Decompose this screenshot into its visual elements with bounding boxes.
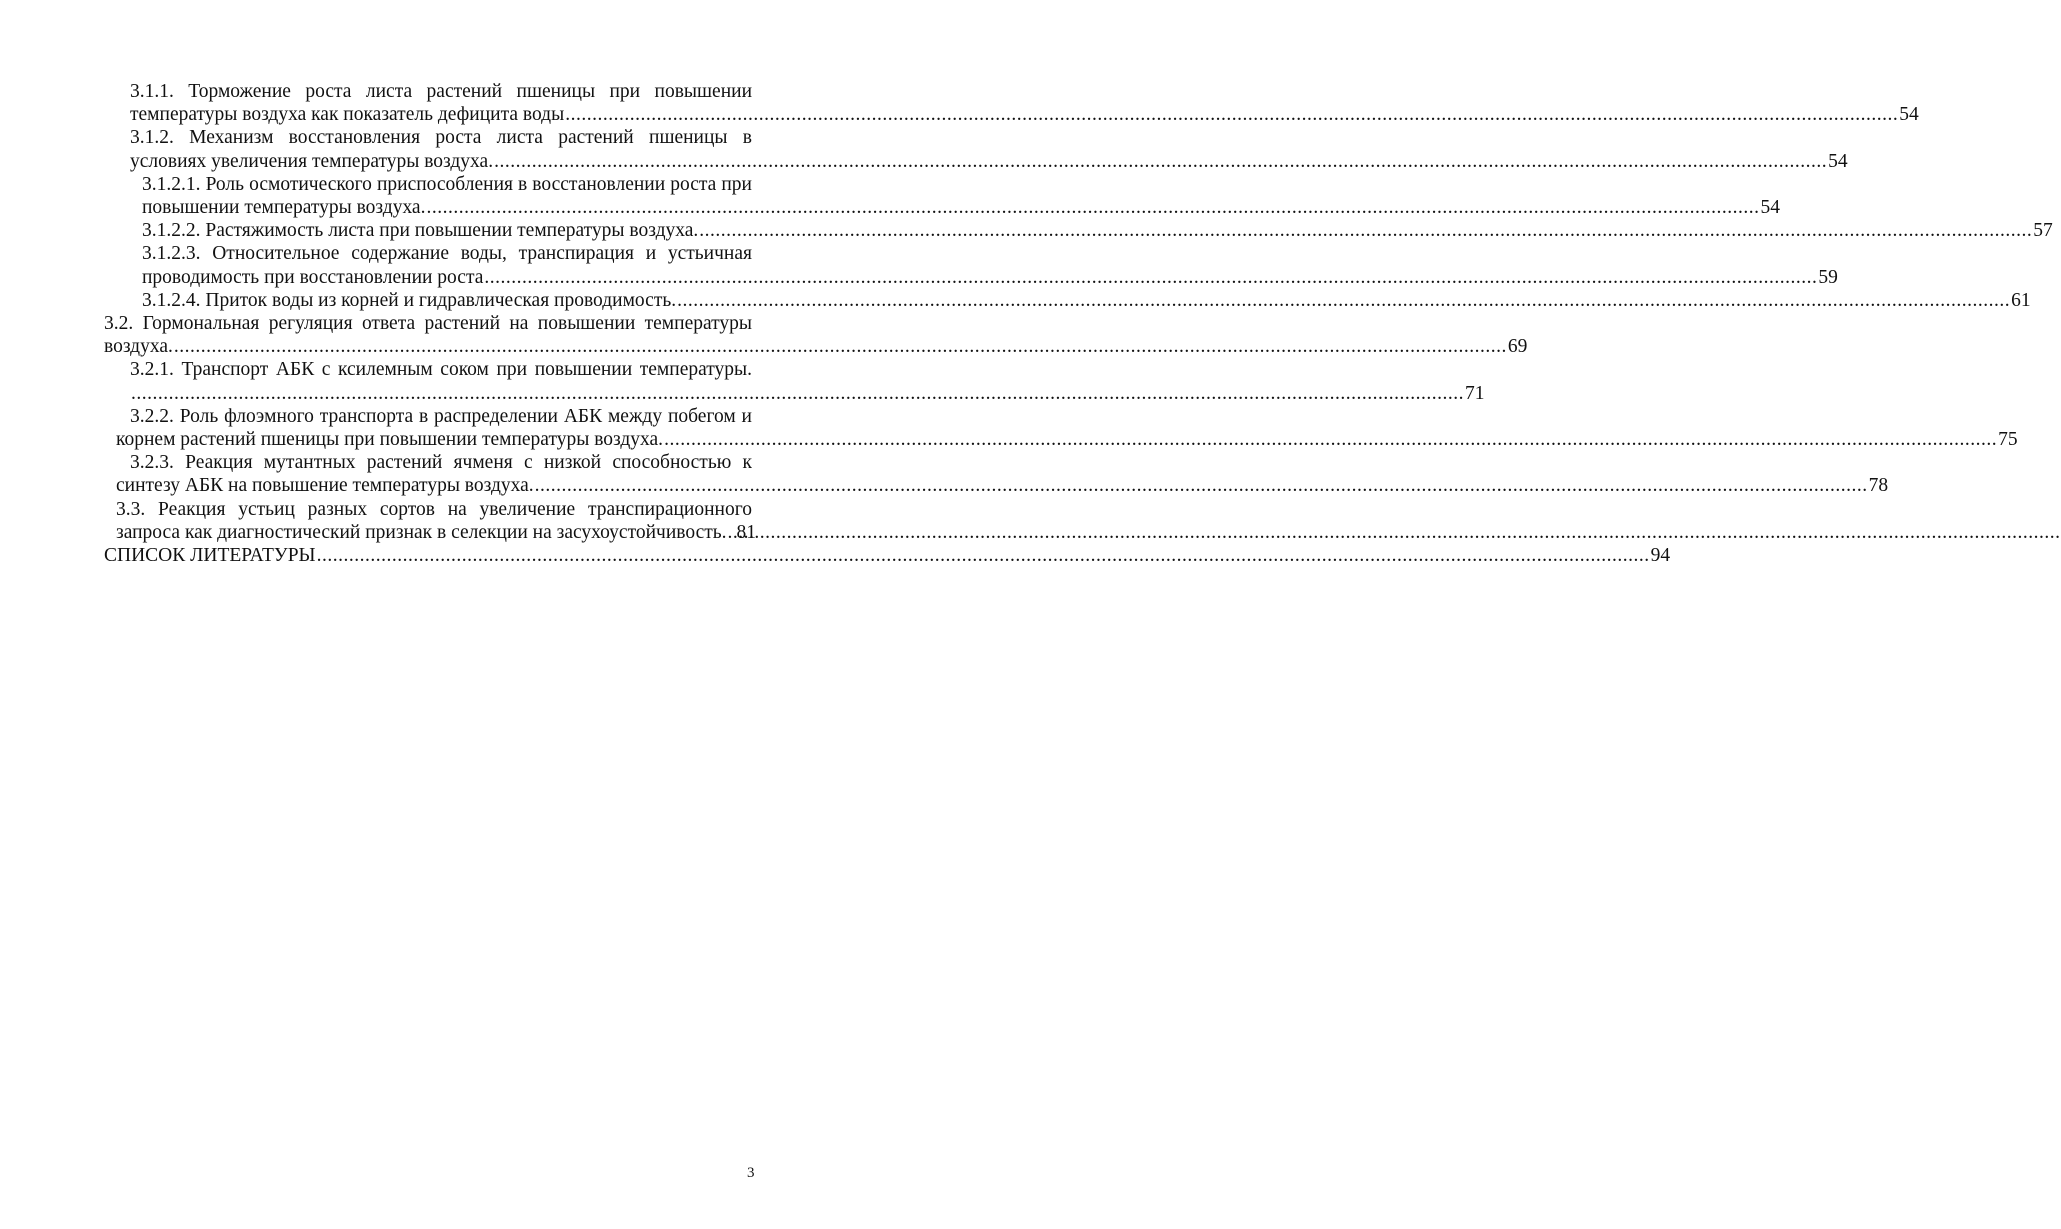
toc-entry-text: повышении температуры воздуха. — [142, 197, 426, 219]
toc-entry-3-1-2-1[interactable] — [104, 173, 1780, 219]
dot-leader — [174, 335, 1507, 358]
dot-leader — [317, 544, 1650, 567]
toc-page-number: 71 — [1465, 382, 1485, 404]
table-of-contents — [104, 80, 2053, 567]
toc-entry-3-1-1[interactable] — [104, 80, 1919, 126]
toc-page-number: 61 — [2011, 289, 2031, 311]
toc-page-number: 54 — [1760, 197, 1780, 219]
toc-entry-text: 3.1.2.1. Роль осмотического приспособления в восстановлении роста при — [142, 173, 752, 195]
toc-entry-references[interactable] — [104, 544, 1671, 567]
toc-entry-text: СПИСОК ЛИТЕРАТУРЫ — [104, 545, 316, 567]
toc-page-number: 69 — [1507, 336, 1528, 358]
toc-entry-3-2-3[interactable] — [104, 451, 1889, 497]
toc-page-number: 54 — [1828, 150, 1848, 172]
toc-entry-text: 3.1.2.2. Растяжимость листа при повышении температуры воздуха. — [142, 220, 699, 242]
dot-leader — [494, 150, 1827, 173]
toc-entry-text: 3.1.2.3. Относительное содержание воды, транспирация и устьичная — [142, 243, 752, 265]
dot-leader — [131, 382, 1464, 405]
dot-leader — [677, 289, 2010, 312]
toc-entry-text: 3.3. Реакция устьиц разных сортов на увеличение транспирационного — [116, 498, 752, 520]
toc-entry-text: запроса как диагностический признак в селекции на засухоустойчивость. — [116, 521, 727, 543]
toc-entry-3-2-2[interactable] — [104, 405, 2018, 451]
toc-page-number: 78 — [1868, 475, 1889, 497]
toc-entry-text: 3.1.1. Торможение роста листа растений пшеницы при повышении — [130, 81, 752, 102]
dot-leader — [535, 474, 1868, 497]
toc-page-number: 75 — [1998, 429, 2018, 451]
dot-leader — [565, 103, 1898, 126]
toc-page-number: 81 — [736, 521, 757, 543]
dot-leader — [426, 196, 1759, 219]
toc-entry-text: корнем растений пшеницы при повышении температуры воздуха. — [116, 429, 664, 451]
toc-page-number: 57 — [2033, 220, 2053, 242]
toc-entry-text: 3.1.2.4. Приток воды из корней и гидравлическая проводимость. — [142, 289, 677, 311]
toc-entry-3-1-2[interactable] — [104, 126, 1848, 172]
toc-entry-text: 3.2.1. Транспорт АБК с ксилемным соком при повышении температуры. — [130, 359, 752, 381]
toc-entry-3-2-1[interactable] — [104, 358, 1485, 404]
toc-entry-text: синтезу АБК на повышение температуры воздуха. — [116, 475, 534, 497]
toc-entry-3-2[interactable] — [104, 312, 1528, 358]
toc-entry-text: воздуха. — [104, 336, 173, 358]
toc-page-number: 54 — [1899, 104, 1919, 126]
toc-entry-text: условиях увеличения температуры воздуха. — [130, 150, 494, 172]
toc-entry-text: проводимость при восстановлении роста — [142, 266, 484, 288]
page-number: 3 — [747, 1165, 755, 1181]
dot-leader — [728, 521, 736, 544]
toc-page-number: 94 — [1650, 545, 1671, 567]
toc-entry-3-1-2-2[interactable] — [104, 219, 2053, 242]
dot-leader — [484, 266, 1817, 289]
toc-entry-text: 3.2. Гормональная регуляция ответа растений на повышении температуры — [104, 313, 752, 335]
dot-leader — [664, 428, 1997, 451]
toc-page-number: 59 — [1818, 266, 1838, 288]
toc-entry-text: 3.2.2. Роль флоэмного транспорта в распределении АБК между побегом и — [130, 405, 752, 427]
toc-entry-3-3[interactable] — [104, 498, 757, 544]
toc-entry-3-1-2-4[interactable] — [104, 289, 2031, 312]
toc-entry-text: 3.1.2. Механизм восстановления роста листа растений пшеницы в — [130, 127, 752, 149]
dot-leader — [699, 219, 2032, 242]
toc-entry-text: 3.2.3. Реакция мутантных растений ячменя с низкой способностью к — [130, 452, 752, 474]
toc-entry-3-1-2-3[interactable] — [104, 242, 1838, 288]
toc-entry-text: температуры воздуха как показатель дефицита воды — [130, 104, 565, 126]
